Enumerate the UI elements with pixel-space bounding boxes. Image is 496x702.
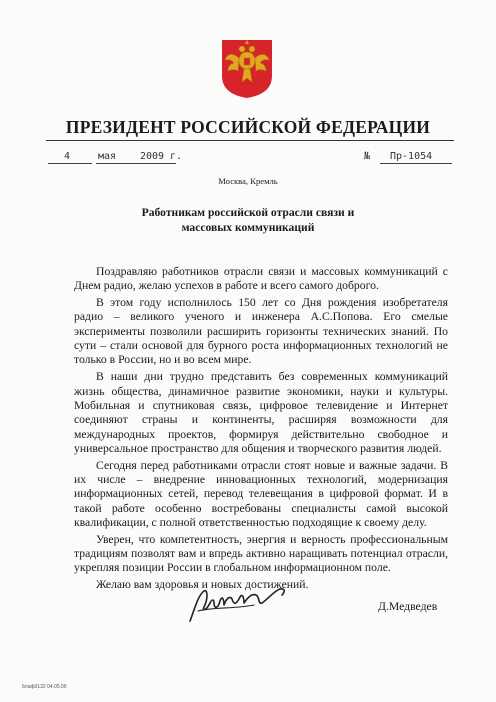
handwritten-signature: [184, 581, 296, 625]
signer-name: Д.Медведев: [378, 600, 438, 613]
heading-line-1: Работникам российской отрасли связи и: [141, 206, 355, 219]
paragraph: В этом году исполнилось 150 лет со Дня рождения изобретателя радио – великого ученого и инженера А.С.Попова. Его смелые эксперименты позволили расширить горизонты технических знаний. По сути – стали основой для бурного роста информационных технологий не только в России, но и во всем мире.: [74, 296, 448, 367]
date-line: [46, 151, 454, 167]
letter-body: [74, 265, 448, 595]
place: Москва, Кремль: [218, 176, 278, 186]
page-title: ПРЕЗИДЕНТ РОССИЙСКОЙ ФЕДЕРАЦИИ: [65, 117, 431, 137]
date-month: мая: [98, 151, 117, 162]
paragraph: Уверен, что компетентность, энергия и верность профессиональным традициям позволят вам и впредь активно наращивать потенциал отрасли, укрепляя позиции России в глобальном информационном поле.: [74, 532, 448, 575]
coat-of-arms-icon: [220, 38, 274, 100]
letter-heading: [0, 205, 496, 235]
heading-line-2: массовых коммуникаций: [181, 221, 315, 234]
document-number: Пр-1054: [390, 151, 433, 162]
paragraph: Сегодня перед работниками отрасли стоят новые и важные задачи. В их числе – внедрение инновационных технологий, модернизация информационных сетей, перевод телевещания в цифровой формат. И в такой работе особенно востребованы специалисты самой высокой квалификации, с полной ответственностью подходящие к своему делу.: [74, 458, 448, 530]
date-year-suffix: г.: [170, 151, 183, 162]
number-label: №: [364, 151, 371, 162]
footer-code: 6лаф0132 04.05.09: [22, 684, 67, 690]
title-rule: [46, 140, 454, 141]
paragraph: Поздравляю работников отрасли связи и массовых коммуникаций с Днем радио, желаю успехов в работе и всего самого доброго.: [74, 265, 448, 293]
date-day: 4: [64, 151, 71, 162]
paragraph: В наши дни трудно представить без современных коммуникаций жизнь общества, динамичное развитие экономики, науки и культуры. Мобильная и спутниковая связь, цифровое телевидение и Интернет соединяют страны и континенты, расширяя возможности для международных проектов, формируя действительно свободное и универсальное пространство для общения и творческого развития людей.: [74, 370, 448, 455]
date-year: 2009: [140, 151, 165, 162]
paragraph: Желаю вам здоровья и новых достижений.: [96, 578, 309, 592]
